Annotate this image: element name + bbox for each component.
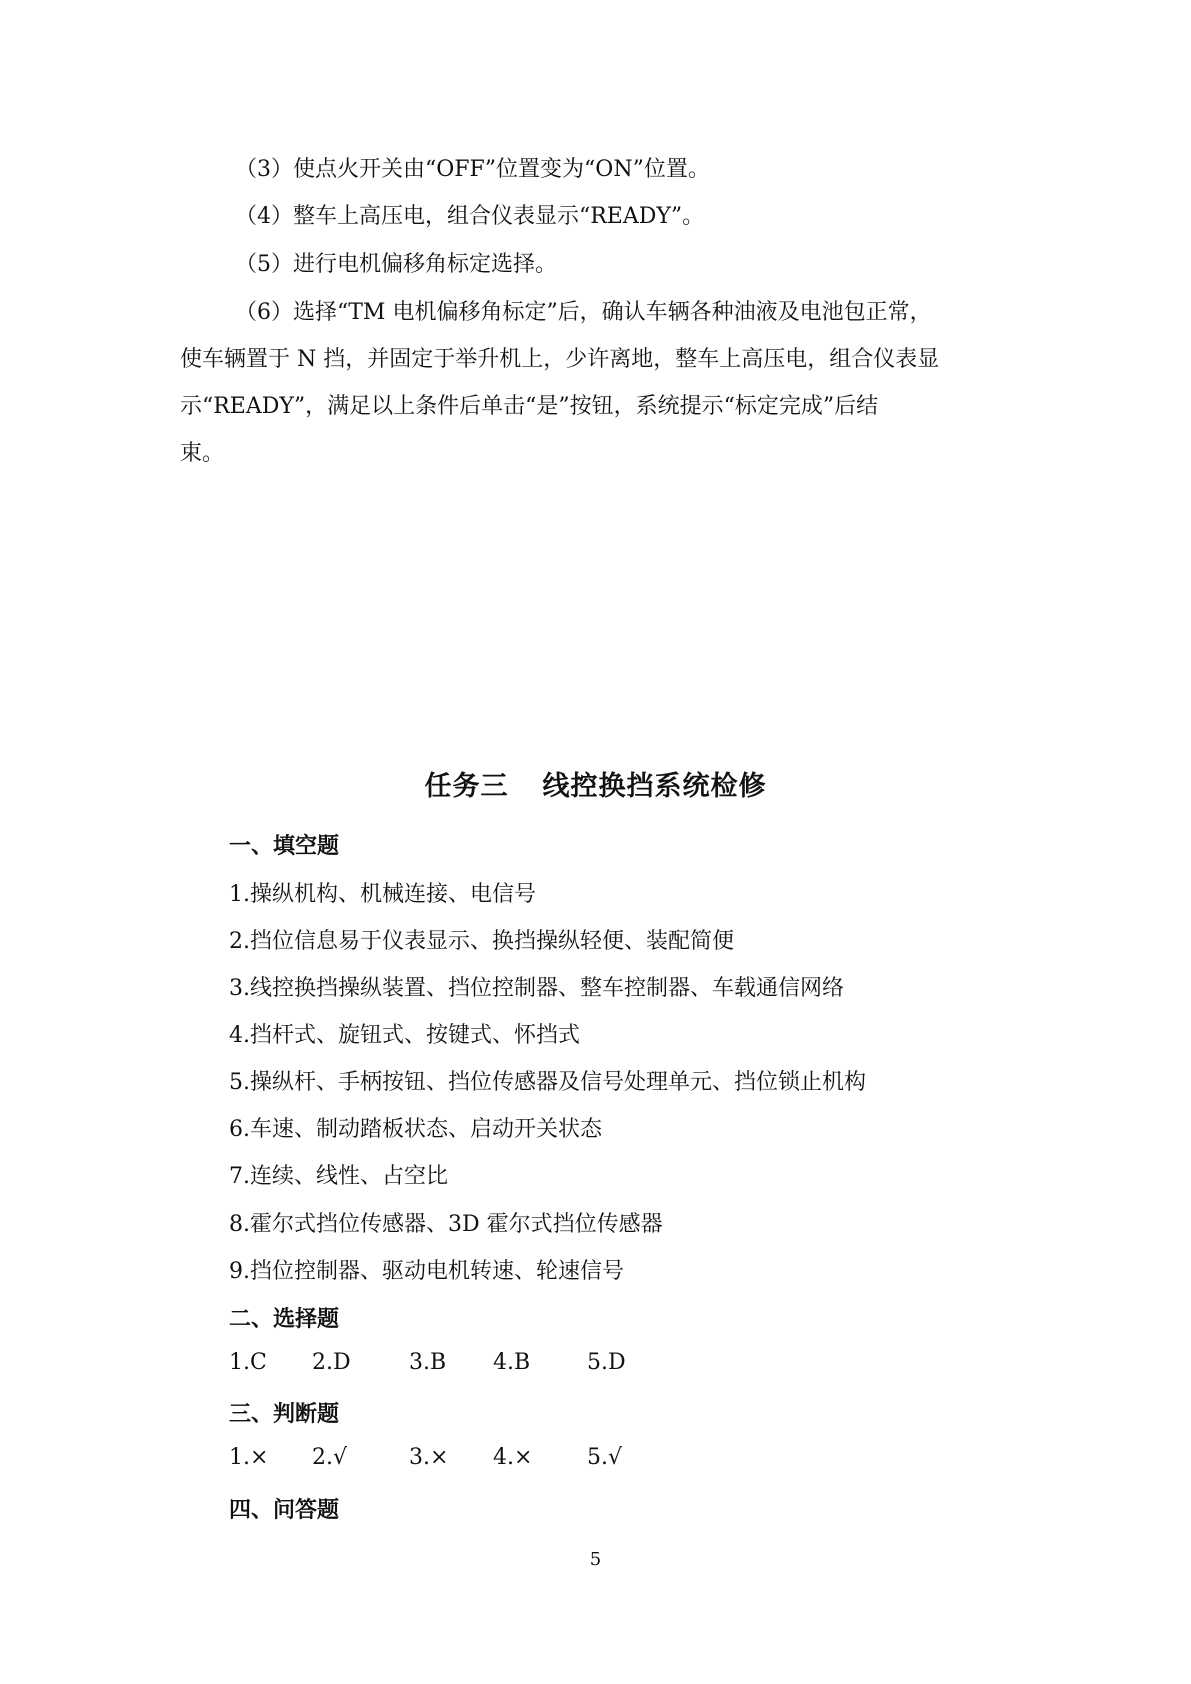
step-3: （3）使点火开关由“OFF”位置变为“ON”位置。 (235, 157, 710, 182)
choice-answer: 1.C (229, 1350, 267, 1375)
choice-answer: 3.B (409, 1350, 447, 1375)
fill-blank-answer: 9.挡位控制器、驱动电机转速、轮速信号 (229, 1259, 624, 1284)
fill-blank-answer: 4.挡杆式、旋钮式、按键式、怀挡式 (229, 1023, 580, 1048)
judgment-answer: 1.× (229, 1445, 269, 1470)
section-heading-judgment: 三、判断题 (229, 1402, 340, 1427)
fill-blank-answer: 8.霍尔式挡位传感器、3D 霍尔式挡位传感器 (229, 1212, 663, 1237)
task-name: 线控换挡系统检修 (542, 771, 767, 802)
section-heading-fill-blank: 一、填空题 (229, 834, 340, 859)
choice-answer: 2.D (312, 1350, 351, 1375)
judgment-answers (229, 1445, 709, 1475)
fill-blank-answer: 3.线控换挡操纵装置、挡位控制器、整车控制器、车载通信网络 (229, 976, 844, 1001)
choice-answers (229, 1350, 709, 1380)
fill-blank-answer: 5.操纵杆、手柄按钮、挡位传感器及信号处理单元、挡位锁止机构 (229, 1070, 866, 1095)
fill-blank-answer: 1.操纵机构、机械连接、电信号 (229, 882, 536, 907)
step-6-line: 束。 (180, 441, 225, 466)
judgment-answer: 5.√ (587, 1445, 623, 1470)
step-6-line: 示“READY”，满足以上条件后单击“是”按钮，系统提示“标定完成”后结 (180, 394, 879, 419)
choice-answer: 5.D (587, 1350, 626, 1375)
fill-blank-answer: 6.车速、制动踏板状态、启动开关状态 (229, 1117, 602, 1142)
judgment-answer: 2.√ (312, 1445, 348, 1470)
section-heading-choice: 二、选择题 (229, 1307, 340, 1332)
page-number: 5 (589, 1549, 602, 1570)
task-title (0, 764, 1191, 803)
step-6 (180, 289, 1020, 477)
step-6-line: （6）选择“TM 电机偏移角标定”后，确认车辆各种油液及电池包正常， (235, 300, 932, 325)
judgment-answer: 3.× (409, 1445, 449, 1470)
choice-answer: 4.B (493, 1350, 531, 1375)
task-number: 任务三 (424, 771, 509, 802)
section-heading-qa: 四、问答题 (229, 1498, 340, 1523)
fill-blank-answer: 2.挡位信息易于仪表显示、换挡操纵轻便、装配简便 (229, 929, 734, 954)
step-4: （4）整车上高压电，组合仪表显示“READY”。 (235, 204, 705, 229)
fill-blank-answer: 7.连续、线性、占空比 (229, 1164, 448, 1189)
judgment-answer: 4.× (493, 1445, 533, 1470)
step-6-line: 使车辆置于 N 挡，并固定于举升机上，少许离地，整车上高压电，组合仪表显 (180, 347, 940, 372)
step-5: （5）进行电机偏移角标定选择。 (235, 252, 557, 277)
